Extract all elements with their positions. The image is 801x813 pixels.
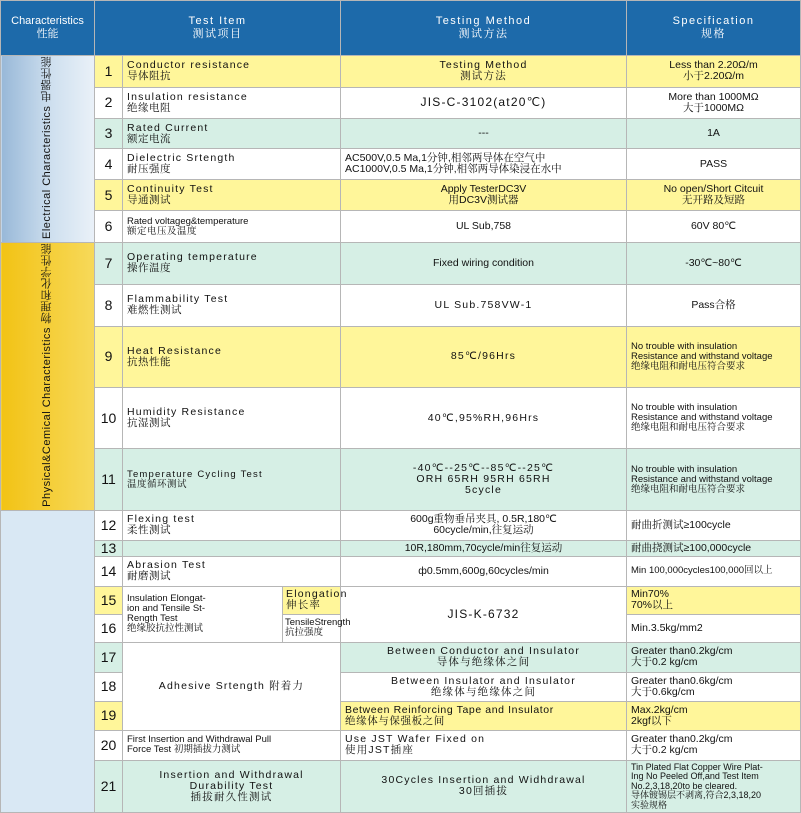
header-characteristics: Characteristics 性能 bbox=[1, 1, 95, 56]
table-row bbox=[1, 326, 801, 387]
test-item: Rated Current 额定电流 bbox=[123, 119, 341, 149]
table-row bbox=[1, 586, 801, 614]
test-item: Flexing test 柔性测试 bbox=[123, 510, 341, 540]
table-row bbox=[1, 449, 801, 510]
table-row bbox=[1, 56, 801, 88]
row-number: 16 bbox=[95, 614, 123, 642]
testing-method: 85℃/96Hrs bbox=[341, 326, 627, 387]
specification: Min.3.5kg/mm2 bbox=[627, 614, 801, 642]
table-row bbox=[1, 642, 801, 672]
specification: Greater than0.6kg/cm 大于0.6kg/cm bbox=[627, 672, 801, 701]
table-row bbox=[1, 119, 801, 149]
specification: Max.2kg/cm 2kgf以下 bbox=[627, 701, 801, 730]
row-number: 9 bbox=[95, 326, 123, 387]
test-item bbox=[123, 540, 341, 556]
testing-method: JIS-C-3102(at20℃) bbox=[341, 87, 627, 119]
specification: More than 1000MΩ 大于1000MΩ bbox=[627, 87, 801, 119]
testing-method: Use JST Wafer Fixed on 使用JST插座 bbox=[341, 730, 627, 760]
test-item: Heat Resistance 抗热性能 bbox=[123, 326, 341, 387]
row-number: 10 bbox=[95, 388, 123, 449]
specification: PASS bbox=[627, 149, 801, 179]
category-electrical: Electrical Characteristics 电器性能 bbox=[1, 56, 95, 243]
header-test-item: Test Item 测试项目 bbox=[95, 1, 341, 56]
specification: Pass合格 bbox=[627, 284, 801, 326]
test-item: Operating temperature 操作温度 bbox=[123, 242, 341, 284]
row-number: 17 bbox=[95, 642, 123, 672]
specification: No trouble with insulation Resistance and withstand voltage 绝缘电阻和耐电压符合要求 bbox=[627, 449, 801, 510]
table-row bbox=[1, 672, 801, 701]
test-item: Temperature Cycling Test 温度循环测试 bbox=[123, 449, 341, 510]
testing-method: Fixed wiring condition bbox=[341, 242, 627, 284]
row-number: 7 bbox=[95, 242, 123, 284]
row-number: 20 bbox=[95, 730, 123, 760]
test-item: Humidity Resistance 抗湿测试 bbox=[123, 388, 341, 449]
testing-method: 30Cycles Insertion and Widhdrawal 30回插拔 bbox=[341, 760, 627, 812]
specification: No open/Short Citcuit 无开路及短路 bbox=[627, 179, 801, 211]
test-item: Abrasion Test 耐磨测试 bbox=[123, 556, 341, 586]
testing-method: UL Sub,758 bbox=[341, 211, 627, 243]
testing-method: Apply TesterDC3V 用DC3V测试器 bbox=[341, 179, 627, 211]
row-number: 5 bbox=[95, 179, 123, 211]
testing-method: JIS-K-6732 bbox=[341, 586, 627, 642]
test-item: Conductor resistance 导体阻抗 bbox=[123, 56, 341, 88]
category-mechanical bbox=[1, 510, 95, 812]
row-number: 19 bbox=[95, 701, 123, 730]
specification: Greater than0.2kg/cm 大于0.2 kg/cm bbox=[627, 642, 801, 672]
testing-method: Testing Method 测试方法 bbox=[341, 56, 627, 88]
test-item: Adhesive Srtength 附着力 bbox=[123, 642, 341, 730]
row-number: 18 bbox=[95, 672, 123, 701]
table-row bbox=[1, 388, 801, 449]
testing-method: --- bbox=[341, 119, 627, 149]
row-number: 11 bbox=[95, 449, 123, 510]
row-number: 21 bbox=[95, 760, 123, 812]
specification: 1A bbox=[627, 119, 801, 149]
specification: 60V 80℃ bbox=[627, 211, 801, 243]
specification: 耐曲折测试≥100cycle bbox=[627, 510, 801, 540]
row-number: 6 bbox=[95, 211, 123, 243]
testing-method: 10R,180mm,70cycle/min往复运动 bbox=[341, 540, 627, 556]
header-testing-method: Testing Method 测试方法 bbox=[341, 1, 627, 56]
test-subitem: Elongation 伸长率 bbox=[283, 586, 341, 614]
specification: Tin Plated Flat Copper Wire Plat- Ing No Peeled Off,and Test Item No.2,3,18,20to be cleared. 导体镀锡层不剥离,符合2,3,18,20 实验规格 bbox=[627, 760, 801, 812]
testing-method: Between Conductor and Insulator 导体与绝缘体之间 bbox=[341, 642, 627, 672]
row-number: 8 bbox=[95, 284, 123, 326]
table-row bbox=[1, 284, 801, 326]
row-number: 12 bbox=[95, 510, 123, 540]
test-item: Dielectric Srtength 耐压强度 bbox=[123, 149, 341, 179]
testing-method: 600g重物垂吊夹具, 0.5R,180℃ 60cycle/min,往复运动 bbox=[341, 510, 627, 540]
table-row bbox=[1, 556, 801, 586]
testing-method: Between Reinforcing Tape and Insulator 绝缘体与保强板之间 bbox=[341, 701, 627, 730]
category-physical: Physical&Cemical Characteristics 物理和化学性能 bbox=[1, 242, 95, 510]
test-item: Insulation Elongat- ion and Tensile St- Rength Test 绝缘胶抗拉性测试 bbox=[123, 586, 283, 642]
specification: Less than 2.20Ω/m 小于2.20Ω/m bbox=[627, 56, 801, 88]
row-number: 3 bbox=[95, 119, 123, 149]
testing-method: Between Insulator and Insulator 绝缘体与绝缘体之间 bbox=[341, 672, 627, 701]
specification: Greater than0.2kg/cm 大于0.2 kg/cm bbox=[627, 730, 801, 760]
table-row bbox=[1, 510, 801, 540]
specification: 耐曲挠测试≥100,000cycle bbox=[627, 540, 801, 556]
specification: No trouble with insulation Resistance and withstand voltage 绝缘电阻和耐电压符合要求 bbox=[627, 388, 801, 449]
testing-method: AC500V,0.5 Ma,1分钟,相邻两导体在空气中 AC1000V,0.5 Ma,1分钟,相邻两导体染浸在水中 bbox=[341, 149, 627, 179]
row-number: 13 bbox=[95, 540, 123, 556]
test-item: Rated voltageg&temperature 额定电压及温度 bbox=[123, 211, 341, 243]
header-row bbox=[1, 1, 801, 56]
table-row bbox=[1, 760, 801, 812]
testing-method: ф0.5mm,600g,60cycles/min bbox=[341, 556, 627, 586]
specification: -30℃~80℃ bbox=[627, 242, 801, 284]
table-row bbox=[1, 87, 801, 119]
table-row bbox=[1, 211, 801, 243]
table-row bbox=[1, 701, 801, 730]
specification: Min70% 70%以上 bbox=[627, 586, 801, 614]
test-item: Flammability Test 难燃性测试 bbox=[123, 284, 341, 326]
table-row bbox=[1, 179, 801, 211]
row-number: 15 bbox=[95, 586, 123, 614]
table-row bbox=[1, 242, 801, 284]
row-number: 1 bbox=[95, 56, 123, 88]
specification: No trouble with insulation Resistance and withstand voltage 绝缘电阻和耐电压符合要求 bbox=[627, 326, 801, 387]
row-number: 14 bbox=[95, 556, 123, 586]
row-number: 4 bbox=[95, 149, 123, 179]
test-item: Insertion and Withdrawal Durability Test 插拔耐久性测试 bbox=[123, 760, 341, 812]
testing-method: UL Sub.758VW-1 bbox=[341, 284, 627, 326]
row-number: 2 bbox=[95, 87, 123, 119]
test-item: Continuity Test 导通测试 bbox=[123, 179, 341, 211]
table-row bbox=[1, 540, 801, 556]
test-subitem: TensileStrength 抗拉强度 bbox=[283, 614, 341, 642]
table-row bbox=[1, 730, 801, 760]
testing-method: 40℃,95%RH,96Hrs bbox=[341, 388, 627, 449]
testing-method: -40℃--25℃--85℃--25℃ ORH 65RH 95RH 65RH 5cycle bbox=[341, 449, 627, 510]
table-row bbox=[1, 149, 801, 179]
test-item: First Insertion and Withdrawal Pull Force Test 初期插拔力测试 bbox=[123, 730, 341, 760]
specification: Min 100,000cycles100,000回以上 bbox=[627, 556, 801, 586]
header-specification: Specification 规格 bbox=[627, 1, 801, 56]
test-item: Insulation resistance 绝缘电阻 bbox=[123, 87, 341, 119]
